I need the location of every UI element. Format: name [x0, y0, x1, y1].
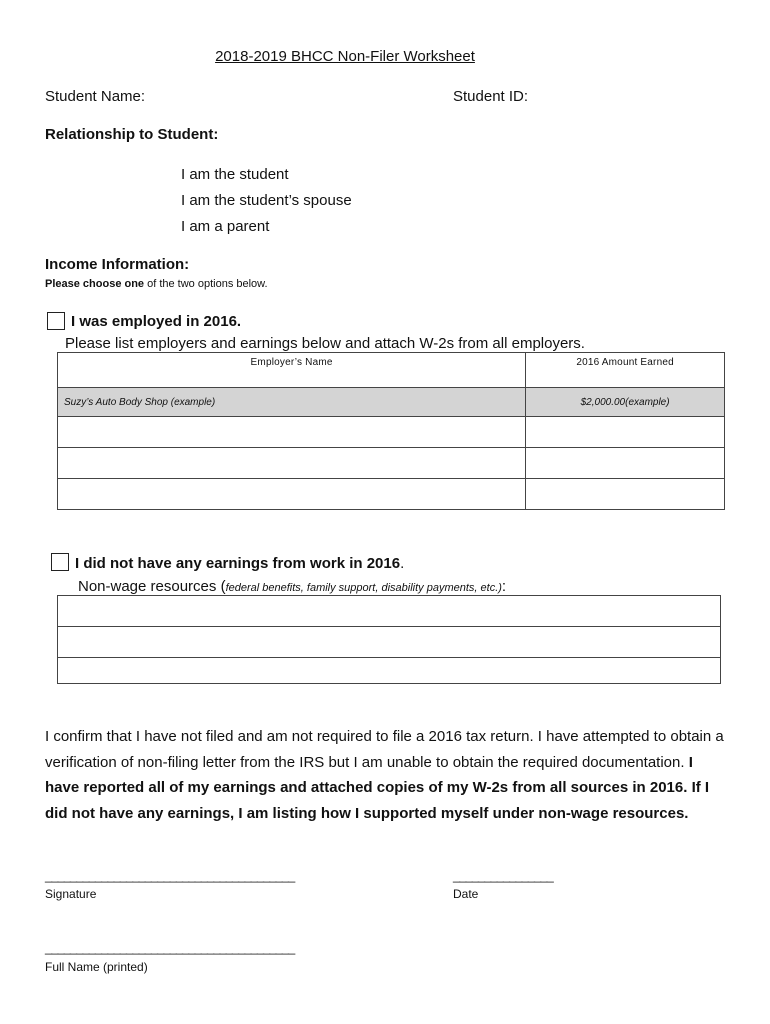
- table-row: [58, 627, 721, 658]
- confirmation-statement: [45, 724, 725, 826]
- confirmation-bold-text: I have reported all of my earnings and attached copies of my W-2s from all sources in 2016. If I did not have any earnings, I am listing how I supported myself under non-wage resources.: [45, 753, 710, 822]
- non-wage-cell[interactable]: [58, 596, 721, 627]
- relationship-label: Relationship to Student:: [45, 126, 219, 143]
- employer-table: [57, 352, 725, 510]
- employed-instruction: Please list employers and earnings below and attach W-2s from all employers.: [65, 335, 585, 352]
- table-row: [58, 448, 725, 479]
- signature-line[interactable]: ________________________________________: [45, 868, 295, 883]
- employed-option-label: I was employed in 2016.: [71, 313, 242, 330]
- page-title: 2018-2019 BHCC Non-Filer Worksheet: [215, 48, 475, 65]
- relationship-option-parent[interactable]: I am a parent: [181, 218, 270, 235]
- table-row: [58, 596, 721, 627]
- employed-checkbox[interactable]: [47, 312, 65, 330]
- non-wage-cell[interactable]: [58, 627, 721, 658]
- col-employer-name: Employer’s Name: [58, 353, 526, 388]
- table-row: [58, 479, 725, 510]
- full-name-label: Full Name (printed): [45, 960, 148, 974]
- employer-name-cell[interactable]: [58, 479, 526, 510]
- example-employer: Suzy’s Auto Body Shop (example): [58, 388, 526, 417]
- date-line[interactable]: ________________: [453, 868, 553, 883]
- date-label: Date: [453, 887, 479, 901]
- employer-name-cell[interactable]: [58, 448, 526, 479]
- non-wage-cell[interactable]: [58, 658, 721, 684]
- non-wage-label-end: :: [501, 578, 507, 595]
- non-wage-examples: federal benefits, family support, disability payments, etc.): [225, 582, 502, 594]
- amount-earned-cell[interactable]: [526, 448, 725, 479]
- no-earnings-label-period: .: [400, 555, 405, 572]
- choose-one-instruction: [45, 278, 268, 290]
- no-earnings-option-label: [75, 555, 404, 572]
- relationship-option-student[interactable]: I am the student: [181, 166, 289, 183]
- non-wage-table: [57, 595, 721, 684]
- student-name-label: Student Name:: [45, 88, 146, 105]
- col-amount-earned: 2016 Amount Earned: [526, 353, 725, 388]
- amount-earned-cell[interactable]: [526, 479, 725, 510]
- student-id-label: Student ID:: [453, 88, 529, 105]
- table-row: [58, 417, 725, 448]
- non-wage-label-text: Non-wage resources (: [78, 578, 226, 595]
- full-name-line[interactable]: ________________________________________: [45, 940, 295, 955]
- relationship-option-spouse[interactable]: I am the student’s spouse: [181, 192, 352, 209]
- choose-one-bold: Please choose one: [45, 278, 145, 290]
- employer-table-header: [58, 353, 725, 388]
- no-earnings-label-text: I did not have any earnings from work in 2016: [75, 555, 401, 572]
- employer-name-cell[interactable]: [58, 417, 526, 448]
- choose-one-rest: of the two options below.: [144, 278, 268, 290]
- example-amount: $2,000.00(example): [526, 388, 725, 417]
- amount-earned-cell[interactable]: [526, 417, 725, 448]
- non-wage-resources-label: [78, 578, 506, 595]
- signature-label: Signature: [45, 887, 97, 901]
- income-information-label: Income Information:: [45, 256, 190, 273]
- example-row: [58, 388, 725, 417]
- no-earnings-checkbox[interactable]: [51, 553, 69, 571]
- confirmation-text: I confirm that I have not filed and am not required to file a 2016 tax return. I have attempted to obtain a verification of non-filing letter from the IRS but I am unable to obtain the required documentation.: [45, 728, 724, 771]
- table-row: [58, 658, 721, 684]
